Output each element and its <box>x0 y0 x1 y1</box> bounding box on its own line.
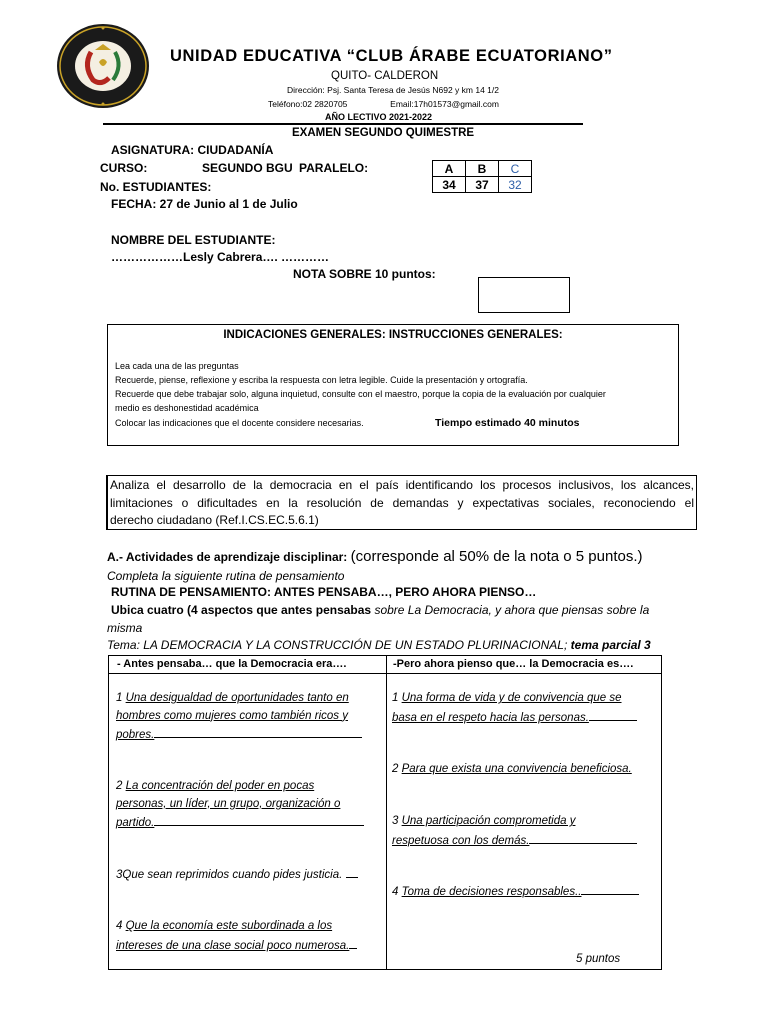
now-answer-4[interactable] <box>392 882 639 902</box>
answer-line: Toma de decisiones responsables.. <box>401 886 582 898</box>
col-before-header: - Antes pensaba… que la Democracia era…. <box>117 658 347 670</box>
answer-line: Que sean reprimidos cuando pides justicia. <box>122 869 343 881</box>
student-name-value[interactable]: ………………Lesly Cabrera…. ………… <box>111 250 330 264</box>
parallel-header-row <box>433 161 532 177</box>
answer-line: basa en el respeto hacia las personas. <box>392 711 589 724</box>
instruction-line: Recuerde que debe trabajar solo, alguna inquietud, consulte con el maestro, porque la copia de la evaluación por cualquier <box>115 389 606 399</box>
subject: ASIGNATURA: CIUDADANÍA <box>111 143 274 157</box>
analysis-box <box>106 475 697 530</box>
answer-line: respetuosa con los demás. <box>392 834 530 847</box>
grade-label: NOTA SOBRE 10 puntos: <box>293 267 436 281</box>
school-address: Dirección: Psj. Santa Teresa de Jesús N692 y km 14 1/2 <box>287 85 499 95</box>
section-a-heading: A.- Actividades de aprendizaje disciplinar: <box>107 550 348 564</box>
exam-title: EXAMEN SEGUNDO QUIMESTRE <box>292 127 475 139</box>
school-name: UNIDAD EDUCATIVA “CLUB ÁRABE ECUATORIANO” <box>170 47 613 65</box>
instruction-line: Colocar las indicaciones que el docente considere necesarias. <box>115 418 364 428</box>
instruction-line: medio es deshonestidad académica <box>115 403 259 413</box>
header-divider-line <box>109 673 661 674</box>
answer-number: 2 <box>392 763 399 775</box>
school-city: QUITO- CALDERON <box>331 70 439 82</box>
analysis-line: derecho ciudadano (Ref.I.CS.EC.5.6.1) <box>110 513 319 527</box>
answer-number: 4 <box>116 920 123 932</box>
section-a-note: (corresponde al 50% de la nota o 5 puntos.) <box>350 548 643 565</box>
routine-table <box>108 655 662 970</box>
email-text: Email:17h01573@gmail.com <box>390 99 499 109</box>
exam-date: FECHA: 27 de Junio al 1 de Julio <box>111 197 298 211</box>
school-year: AÑO LECTIVO 2021-2022 <box>325 112 433 122</box>
theme <box>107 638 651 652</box>
course-label: CURSO: <box>100 161 148 175</box>
task-italic: sobre La Democracia, y ahora que piensas sobre la <box>374 603 650 617</box>
parallel-header-a: A <box>433 161 466 177</box>
student-name-label: NOMBRE DEL ESTUDIANTE: <box>111 233 276 247</box>
before-answer-4[interactable] <box>116 918 357 955</box>
parallel-count-row <box>433 177 532 193</box>
answer-number: 1 <box>116 692 123 704</box>
theme-text: Tema: LA DEMOCRACIA Y LA CONSTRUCCIÓN DE UN ESTADO PLURINACIONAL; <box>107 638 568 652</box>
parallel-header-c: C <box>499 161 532 177</box>
points-label: 5 puntos <box>576 953 621 965</box>
parallel-table <box>432 160 532 193</box>
answer-line: Una forma de vida y de convivencia que se <box>401 692 622 704</box>
now-answer-3[interactable] <box>392 813 637 850</box>
analysis-line: Analiza el desarrollo de la democracia en el país identificando los procesos inclusivos, los alcances, <box>110 478 694 492</box>
column-divider <box>386 656 387 969</box>
parallel-count-a: 34 <box>433 177 466 193</box>
students-label: No. ESTUDIANTES: <box>100 180 212 194</box>
col-now-header: -Pero ahora pienso que… la Democracia es…. <box>393 658 634 670</box>
before-answer-2[interactable] <box>116 778 364 833</box>
analysis-line: limitaciones o dificultades en la resolución de demandas y expectativas sociales, reconociendo el <box>110 495 694 510</box>
answer-number: 3 <box>392 815 399 827</box>
task-prefix: Ubica cuatro (4 aspectos que antes pensabas <box>111 603 375 617</box>
answer-line: Para que exista una convivencia beneficiosa. <box>401 763 632 775</box>
instructions-title: INDICACIONES GENERALES: INSTRUCCIONES GENERALES: <box>223 329 563 341</box>
theme-bold: tema parcial 3 <box>570 638 651 652</box>
school-phone <box>268 99 499 109</box>
task-text <box>111 603 649 617</box>
parallel-count-b: 37 <box>466 177 499 193</box>
now-answer-1[interactable] <box>392 690 637 727</box>
parallel-header-b: B <box>466 161 499 177</box>
before-answer-3[interactable] <box>116 865 358 885</box>
answer-line: Una desigualdad de oportunidades tanto en <box>125 692 349 704</box>
answer-number: 2 <box>116 780 123 792</box>
section-a-subtitle: Completa la siguiente rutina de pensamiento <box>107 569 345 583</box>
answer-line: La concentración del poder en pocas <box>125 780 315 792</box>
grade-box[interactable] <box>478 277 570 313</box>
instruction-line: Lea cada una de las preguntas <box>115 361 239 371</box>
section-a-title <box>107 548 643 565</box>
answer-line: Una participación comprometida y <box>401 815 576 827</box>
answer-line: intereses de una clase social poco numerosa. <box>116 939 350 952</box>
answer-line: Que la economía este subordinada a los <box>125 920 333 932</box>
task-text-cont: misma <box>107 621 143 635</box>
instructions-box <box>107 324 679 446</box>
answer-number: 3 <box>116 869 123 881</box>
now-answer-2[interactable] <box>392 761 632 779</box>
course-value: SEGUNDO BGU <box>202 161 293 175</box>
answer-line: partido. <box>116 817 155 829</box>
header-divider <box>103 123 583 125</box>
before-answer-1[interactable] <box>116 690 362 745</box>
phone-text: Teléfono:02 2820705 <box>268 99 348 109</box>
answer-number: 4 <box>392 886 399 898</box>
answer-line: hombres como mujeres como también ricos y <box>116 709 348 722</box>
parallel-count-c: 32 <box>499 177 532 193</box>
school-logo <box>55 22 151 110</box>
answer-line: personas, un líder, un grupo, organización o <box>116 797 341 810</box>
routine-title: RUTINA DE PENSAMIENTO: ANTES PENSABA…, PERO AHORA PIENSO… <box>111 585 537 599</box>
estimated-time: Tiempo estimado 40 minutos <box>435 417 580 429</box>
answer-number: 1 <box>392 692 399 704</box>
parallel-label: PARALELO: <box>299 161 369 175</box>
answer-line: pobres. <box>116 729 155 741</box>
instruction-line: Recuerde, piense, reflexione y escriba la respuesta con letra legible. Cuide la presentación y ortografía. <box>115 375 528 385</box>
